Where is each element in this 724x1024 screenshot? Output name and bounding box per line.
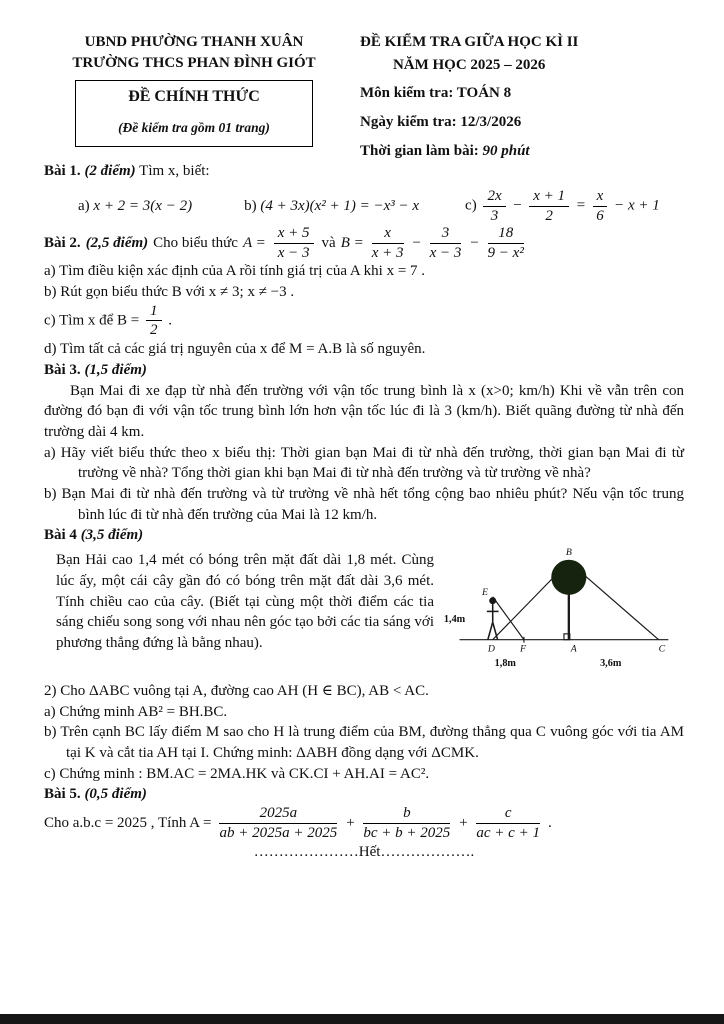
bai4-paragraph: Bạn Hải cao 1,4 mét có bóng trên mặt đất dài 1,8 mét. Cùng lúc ấy, một cái cây gần đó có bóng trên mặt đất dài 3,6 mét. Tính chiều cao của cây. (Biết tại cùng một thời điểm các tia sáng chiếu song song với nhau nên góc tạo bởi các tia sáng với phương thẳng đứng là bằng nhau).	[56, 552, 434, 651]
fraction: $\frac{x + 1}{2}$	[529, 188, 569, 225]
exam-title: ĐỀ KIỂM TRA GIỮA HỌC KÌ II	[360, 34, 579, 50]
bai2-item-d: d) Tìm tất cả các giá trị nguyên của x để M = A.B là số nguyên.	[44, 341, 426, 358]
bai2-title	[44, 225, 684, 262]
fraction: $\frac{b}{bc + b + 2025}$	[363, 804, 451, 841]
bai5-title	[44, 784, 684, 805]
bai5-equation	[44, 805, 684, 842]
bai1-item-a	[78, 196, 192, 217]
plus-sign: +	[345, 814, 356, 831]
figure-label-F: F	[520, 643, 527, 655]
header-left	[44, 32, 344, 161]
minus-sign: −	[469, 234, 480, 251]
bai4-item-2: 2) Cho ΔABC vuông tại A, đường cao AH (H ∈ BC), AB < AC.	[44, 682, 429, 699]
plus-sign: +	[458, 814, 469, 831]
A-lhs: A =	[242, 234, 266, 251]
header	[44, 32, 684, 161]
figure-label-B: B	[565, 546, 572, 558]
exam-title-block	[360, 32, 578, 75]
bai3-label: Bài 3.	[44, 361, 81, 378]
minus-sign: −	[512, 197, 523, 214]
bai4-item-b: b) Trên cạnh BC lấy điểm M sao cho H là trung điểm của BM, đường thẳng qua C vuông góc với tia AM tại K và cắt tia AH tại I. Chứng minh: ΔABH đồng dạng với ΔCMK.	[44, 724, 684, 761]
bai3-paragraph: Bạn Mai đi xe đạp từ nhà đến trường với vận tốc trung bình là x (x>0; km/h) Khi về vẫn trên con đường đó bạn đi với vận tốc trung bình lớn hơn vận tốc lúc đi là 3 (km/h). Biết quãng đường từ nhà đến trường dài 4 km.	[44, 382, 684, 441]
header-right	[360, 32, 684, 161]
item-c-tail: − x + 1	[614, 197, 660, 214]
bai2-intro: Cho biểu thức	[153, 234, 238, 251]
duration-label: Thời gian làm bài:	[360, 142, 479, 159]
fraction: $\frac{c}{ac + c + 1}$	[476, 804, 540, 841]
bai1-points: (2 điểm)	[84, 163, 136, 180]
bai3-points: (1,5 điểm)	[84, 361, 147, 378]
issuer-line2: TRƯỜNG THCS PHAN ĐÌNH GIÓT	[72, 54, 316, 71]
bai3-item-b: b) Bạn Mai đi từ nhà đến trường và từ trường về nhà hết tổng cộng bao nhiêu phút? Nếu vận tốc trung bình lúc đi từ nhà đến trường của Mai là 12 km/h.	[44, 486, 684, 523]
exam-date-line: Ngày kiểm tra: 12/3/2026	[360, 114, 522, 131]
minus-sign: −	[411, 234, 422, 251]
person-figure	[487, 597, 499, 640]
person-head	[489, 597, 496, 604]
bai4-item-a: a) Chứng minh AB² = BH.BC.	[44, 703, 228, 720]
shadow-figure	[440, 542, 684, 674]
bai4-label: Bài 4	[44, 527, 77, 544]
and-word: và	[321, 234, 336, 251]
figure-label-D: D	[487, 643, 495, 655]
tree-shadow-dim: 3,6m	[600, 658, 622, 670]
fraction: $\frac{3}{x - 3}$	[429, 224, 462, 261]
duration-value: 90 phút	[482, 142, 530, 159]
fraction: $\frac{1}{2}$	[146, 303, 162, 340]
bai4-content-row	[44, 546, 684, 681]
figure-label-C: C	[658, 643, 666, 655]
item-c-end: .	[168, 312, 173, 329]
bai5-label: Bài 5.	[44, 786, 81, 803]
item-a-label: a)	[78, 198, 90, 215]
bai1-title	[44, 161, 684, 182]
B-lhs: B =	[340, 234, 364, 251]
end-marker: …………………Hết……………….	[253, 843, 475, 860]
equals-sign: =	[575, 197, 586, 214]
fraction: $\frac{x + 5}{x - 3}$	[274, 225, 314, 262]
bai2-item-b: b) Rút gọn biểu thức B với x ≠ 3; x ≠ −3 .	[44, 284, 295, 300]
duration-line	[360, 141, 684, 162]
item-c-label: c)	[465, 197, 477, 214]
bai2-item-a: a) Tìm điều kiện xác định của A rồi tính giá trị của A khi x = 7 .	[44, 263, 426, 280]
person-sun-ray-line	[493, 597, 524, 640]
bai5-points: (0,5 điểm)	[84, 786, 147, 803]
person-height-dim: 1,4m	[443, 614, 466, 626]
item-a-math: x + 2 = 3(x − 2)	[93, 198, 193, 215]
fraction: $\frac{x}{x + 3}$	[371, 224, 404, 261]
bai1-item-c	[465, 188, 660, 225]
scan-edge-strip	[0, 1014, 724, 1024]
bai3-item-a: a) Hãy viết biểu thức theo x biểu thị: Thời gian bạn Mai đi từ nhà đến trường, thời gian bạn Mai đi từ trường về nhà? Tổng thời gian khi bạn Mai đi từ nhà đến trường và từ trường về nhà?	[44, 444, 684, 482]
fraction: $\frac{18}{\text{9 − x²}}$	[487, 224, 524, 261]
bai4-points: (3,5 điểm)	[80, 527, 144, 544]
bai2-item-c	[44, 303, 684, 340]
figure-label-E: E	[481, 586, 488, 598]
bai2-label: Bài 2.	[44, 234, 81, 251]
issuer-line1: UBND PHƯỜNG THANH XUÂN	[84, 34, 304, 50]
fraction: $\frac{x}{6}$	[593, 188, 608, 225]
tree-canopy	[551, 560, 586, 595]
bai5-pre: Cho a.b.c = 2025 , Tính A =	[44, 814, 212, 831]
bai1-intro: Tìm x, biết:	[139, 163, 210, 180]
fraction: $\frac{2x}{3}$	[483, 188, 505, 225]
official-exam-note: (Đề kiểm tra gồm 01 trang)	[118, 120, 270, 136]
official-exam-box	[75, 80, 313, 147]
official-exam-title: ĐỀ CHÍNH THỨC	[128, 88, 260, 106]
bai4-figure-wrap	[440, 542, 684, 681]
bai5-end: .	[547, 814, 552, 831]
bai1-item-b	[244, 196, 419, 217]
subject-line: Môn kiểm tra: TOÁN 8	[360, 85, 512, 102]
item-b-label: b)	[244, 198, 257, 215]
bai3-title	[44, 360, 684, 381]
bai2-points: (2,5 điểm)	[85, 234, 149, 251]
fraction: $\frac{2025a}{ab + 2025a + 2025}$	[219, 804, 338, 841]
item-c-pre: c) Tìm x để B =	[44, 312, 140, 329]
person-leg-left	[488, 622, 493, 640]
bai1-label: Bài 1.	[44, 163, 81, 180]
figure-label-A: A	[570, 643, 577, 655]
bai4-item-c: c) Chứng minh : BM.AC = 2MA.HK và CK.CI + AH.AI = AC².	[44, 765, 430, 782]
item-b-math: (4 + 3x)(x² + 1) = −x³ − x	[260, 198, 420, 215]
bai1-items	[44, 188, 684, 225]
school-year: NĂM HỌC 2025 – 2026	[392, 56, 546, 73]
person-shadow-dim: 1,8m	[494, 658, 516, 670]
